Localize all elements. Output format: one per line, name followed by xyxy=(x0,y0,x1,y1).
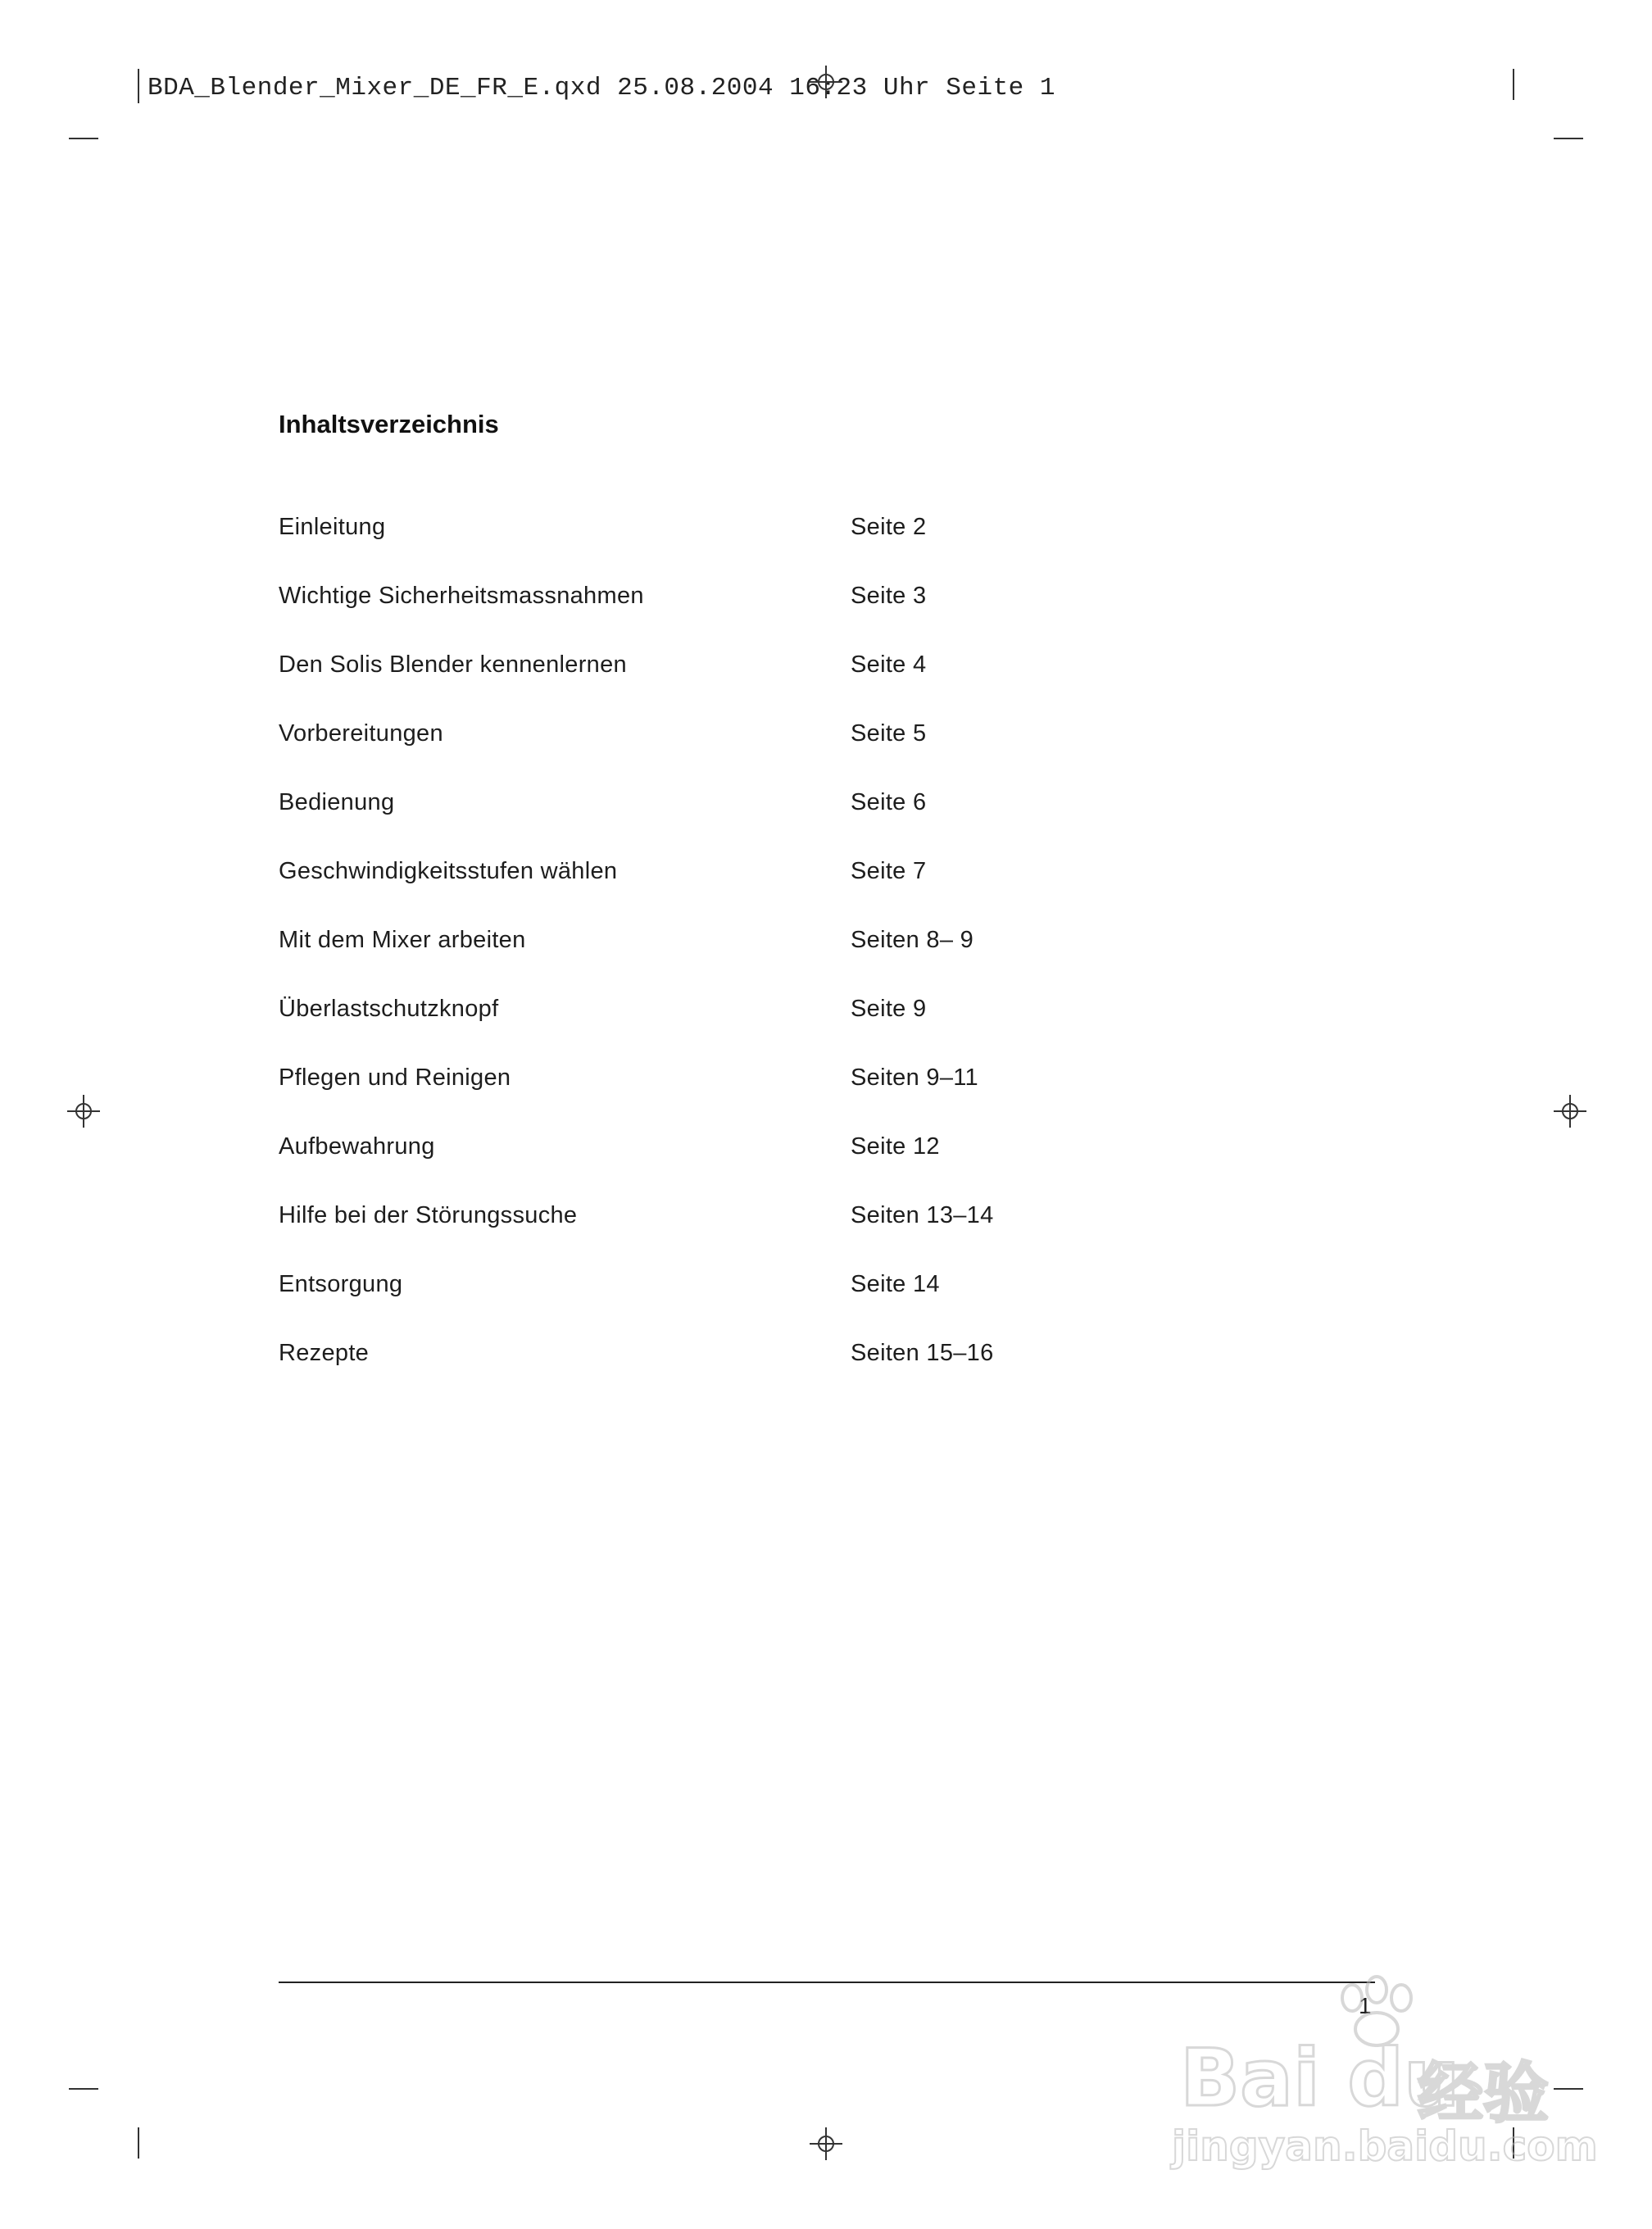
toc-entry xyxy=(279,651,1098,688)
toc-entry xyxy=(279,789,1098,825)
baidu-watermark xyxy=(1172,1975,1598,2172)
toc-entry xyxy=(279,996,1098,1032)
crop-mark-bottom-left-h xyxy=(69,2088,98,2090)
toc-entry xyxy=(279,583,1098,619)
toc-entry-page: Seite 12 xyxy=(851,1133,940,1160)
toc-entry-page: Seite 7 xyxy=(851,858,927,884)
registration-mark-left-icon xyxy=(67,1095,100,1128)
toc-entry-page: Seite 6 xyxy=(851,789,927,815)
toc-entry-label: Bedienung xyxy=(279,789,395,815)
toc-entry-page: Seite 3 xyxy=(851,583,927,609)
toc-entry-label: Geschwindigkeitsstufen wählen xyxy=(279,858,618,884)
watermark-chinese: 经验 xyxy=(1418,2055,1549,2131)
toc-entry-label: Entsorgung xyxy=(279,1271,403,1297)
toc-entry xyxy=(279,1340,1098,1376)
toc-entry-label: Den Solis Blender kennenlernen xyxy=(279,651,627,678)
toc-title: Inhaltsverzeichnis xyxy=(279,410,499,438)
toc-entry-page: Seite 4 xyxy=(851,651,927,678)
toc-entry-label: Mit dem Mixer arbeiten xyxy=(279,927,526,953)
toc-entry xyxy=(279,514,1098,550)
registration-mark-top-icon xyxy=(810,66,842,98)
toc-entry-page: Seite 14 xyxy=(851,1271,940,1297)
toc-entry xyxy=(279,1271,1098,1307)
toc-entry-page: Seite 2 xyxy=(851,514,927,540)
toc-entry-page: Seite 5 xyxy=(851,720,927,747)
toc-entry-page: Seite 9 xyxy=(851,996,927,1022)
toc-entry-label: Wichtige Sicherheitsmassnahmen xyxy=(279,583,644,609)
toc-entry-label: Hilfe bei der Störungssuche xyxy=(279,1202,578,1228)
toc-entry xyxy=(279,1065,1098,1101)
registration-mark-right-icon xyxy=(1554,1095,1586,1128)
toc-entry-label: Pflegen und Reinigen xyxy=(279,1065,511,1091)
toc-entry-page: Seiten 13–14 xyxy=(851,1202,994,1228)
crop-mark-top-left-h xyxy=(69,138,98,139)
watermark-url: jingyan.baidu.com xyxy=(1172,2122,1598,2170)
crop-mark-top-left-v xyxy=(138,69,139,103)
toc-entry-page: Seiten 8– 9 xyxy=(851,927,974,953)
toc-entry-page: Seiten 9–11 xyxy=(851,1065,978,1091)
toc-entry-label: Überlastschutzknopf xyxy=(279,996,499,1022)
crop-mark-top-right-v xyxy=(1513,69,1514,100)
toc-entry xyxy=(279,1202,1098,1238)
crop-mark-bottom-left-v xyxy=(138,2127,139,2159)
slug-line: BDA_Blender_Mixer_DE_FR_E.qxd 25.08.2004 16:23 Uhr Seite 1 xyxy=(148,74,1055,102)
toc-entry xyxy=(279,720,1098,756)
toc-entry-label: Einleitung xyxy=(279,514,386,540)
toc-entry xyxy=(279,1133,1098,1169)
registration-mark-bottom-icon xyxy=(810,2127,842,2160)
crop-mark-top-right-h xyxy=(1554,138,1583,139)
toc-entry-label: Vorbereitungen xyxy=(279,720,443,747)
page-number: 1 xyxy=(1359,1993,1372,2018)
toc-entry xyxy=(279,927,1098,963)
toc-entry xyxy=(279,858,1098,894)
toc-entry-label: Rezepte xyxy=(279,1340,370,1366)
toc-entry-page: Seiten 15–16 xyxy=(851,1340,994,1366)
toc-entry-label: Aufbewahrung xyxy=(279,1133,435,1160)
watermark-brand: Bai du xyxy=(1180,2032,1460,2124)
